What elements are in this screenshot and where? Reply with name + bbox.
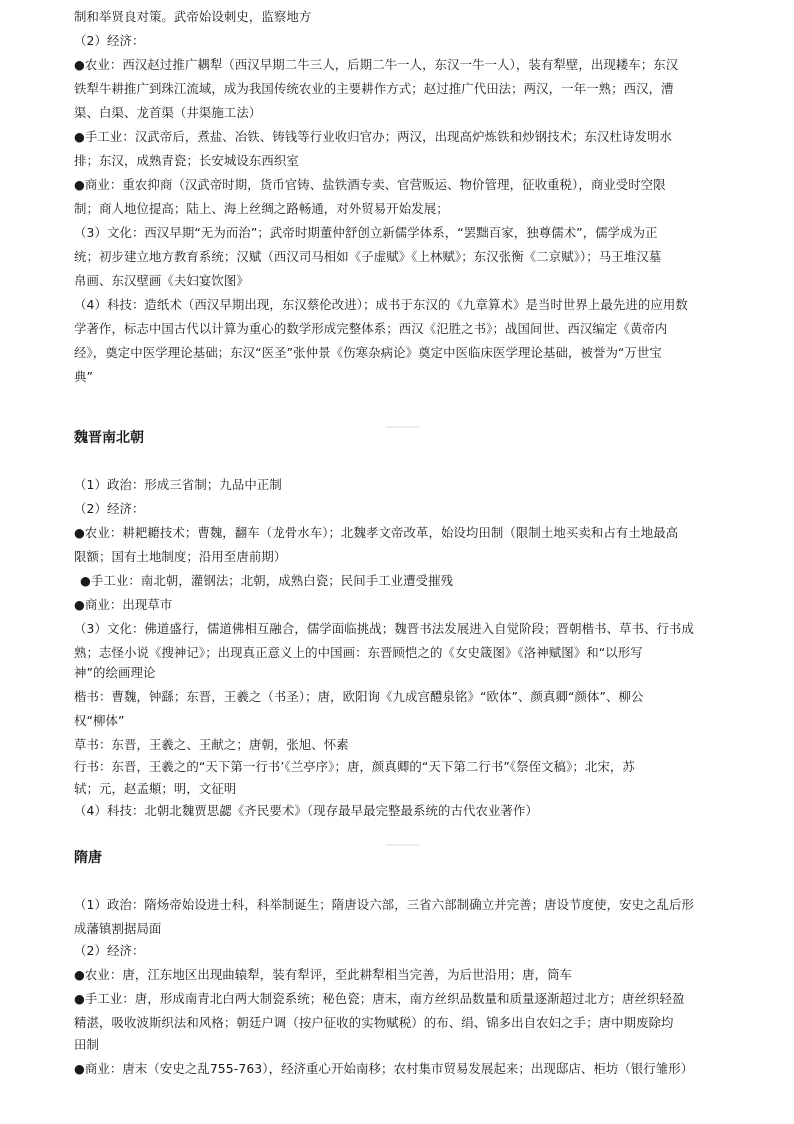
text-line: 田制: [74, 1037, 99, 1052]
text-line: 神”的绘画理论: [74, 665, 156, 680]
text-line: （3）文化：佛道盛行，儒道佛相互融合，儒学面临挑战；魏晋书法发展进入自觉阶段；晋朝楷书、草书、行书成: [74, 621, 695, 636]
text-line: （2）经济：: [74, 33, 145, 48]
text-line: 精湛，吸收波斯织法和风格；朝廷户调（按户征收的实物赋税）的布、绢、锦多出自农妇之手；唐中期废除均: [74, 1015, 674, 1030]
text-line: （4）科技：造纸术（西汉早期出现，东汉蔡伦改进）；成书于东汉的《九章算术》是当时世界上最先进的应用数: [74, 297, 688, 312]
text-line: 渠、白渠、龙首渠（井渠施工法）: [74, 105, 262, 120]
text-line: 草书：东晋，王羲之、王献之；唐朝，张旭、怀素: [74, 737, 349, 752]
text-line: 权“柳体”: [74, 713, 125, 728]
text-line: 经》，奠定中医学理论基础；东汉“医圣”张仲景《伤寒杂病论》奠定中医临床医学理论基础，被誉为“万世宝: [74, 345, 662, 360]
text-line: （2）经济：: [74, 943, 145, 958]
text-line: ●农业：唐，江东地区出现曲辕犁，装有犁评，至此耕犁相当完善，为后世沿用；唐，筒车: [74, 967, 573, 982]
text-line: 制和举贤良对策。武帝始设刺史，监察地方: [74, 9, 312, 24]
text-line: 制；商人地位提高；陆上、海上丝绸之路畅通，对外贸易开始发展；: [74, 201, 449, 216]
text-line: 学著作，标志中国古代以计算为重心的数学形成完整体系；西汉《氾胜之书》；战国间世、西汉编定《黄帝内: [74, 321, 668, 336]
text-line: （2）经济：: [74, 501, 145, 516]
text-line: 限额；国有土地制度；沿用至唐前期）: [74, 549, 287, 564]
text-line: 帛画、东汉壁画《夫妇宴饮图》: [74, 273, 249, 288]
text-line: （1）政治：隋炀帝始设进士科，科举制诞生；隋唐设六部，三省六部制确立并完善；唐设节度使，安史之乱后形: [74, 897, 695, 912]
text-line: 轼；元，赵孟頫；明，文征明: [74, 781, 237, 796]
text-line: 成藩镇割据局面: [74, 921, 162, 936]
text-line: ●商业：唐末（安史之乱755-763），经济重心开始南移；农村集市贸易发展起来；出现邸店、柜坊（银行雏形）: [74, 1061, 694, 1076]
text-line: 楷书：曹魏，钟繇；东晋，王羲之（书圣）；唐，欧阳询《九成宫醴泉铭》“欧体”、颜真卿“颜体”、柳公: [74, 689, 644, 704]
text-line: 熟；志怪小说《搜神记》；出现真正意义上的中国画：东晋顾恺之的《女史箴图》《洛神赋图》和“以形写: [74, 645, 643, 660]
text-line: 铁犁牛耕推广到珠江流域，成为我国传统农业的主要耕作方式；赵过推广代田法；两汉，一年一熟；西汉，漕: [74, 81, 674, 96]
text-line: ●手工业：唐，形成南青北白两大制瓷系统；秘色瓷；唐末，南方丝织品数量和质量逐渐超过北方；唐丝织轻盈: [74, 991, 685, 1006]
section-heading: 魏晋南北朝: [74, 430, 144, 446]
text-line: 典”: [74, 369, 94, 384]
text-line: 统；初步建立地方教育系统；汉赋（西汉司马相如《子虚赋》《上林赋》；东汉张衡《二京赋》）；马王堆汉墓: [74, 249, 662, 264]
text-line: ●农业：西汉赵过推广耦犁（西汉早期二牛三人，后期二牛一人，东汉一牛一人），装有犁壁，出现耧车；东汉: [74, 57, 679, 72]
text-line: ●农业：耕耙耱技术；曹魏，翻车（龙骨水车）；北魏孝文帝改革，始设均田制（限制土地买卖和占有土地最高: [74, 525, 679, 540]
text-line: （4）科技：北朝北魏贾思勰《齐民要术》（现存最早最完整最系统的古代农业著作）: [74, 803, 538, 818]
text-line: ●手工业：南北朝，灌钢法；北朝，成熟白瓷；民间手工业遭受摧残: [80, 573, 454, 588]
text-line: ●商业：出现草市: [74, 597, 173, 612]
section-heading: 隋唐: [74, 850, 102, 866]
text-line: 行书：东晋，王羲之的“天下第一行书’《兰亭序》；唐，颜真卿的“天下第二行书”《祭侄文稿》；北宋，苏: [74, 759, 635, 774]
text-line: ●手工业：汉武帝后，煮盐、冶铁、铸钱等行业收归官办；两汉，出现高炉炼铁和炒钢技术；东汉杜诗发明水: [74, 129, 672, 144]
text-line: （1）政治：形成三省制；九品中正制: [74, 477, 282, 492]
section-divider: [386, 426, 420, 428]
text-line: 排；东汉，成熟青瓷；长安城设东西织室: [74, 153, 299, 168]
text-line: （3）文化：西汉早期“无为而治”；武帝时期董仲舒创立新儒学体系，“罢黜百家，独尊儒术”，儒学成为正: [74, 225, 658, 240]
section-divider: [386, 844, 420, 846]
text-line: ●商业：重农抑商（汉武帝时期，货币官铸、盐铁酒专卖、官营贩运、物价管理，征收重税），商业受时空限: [74, 177, 666, 192]
